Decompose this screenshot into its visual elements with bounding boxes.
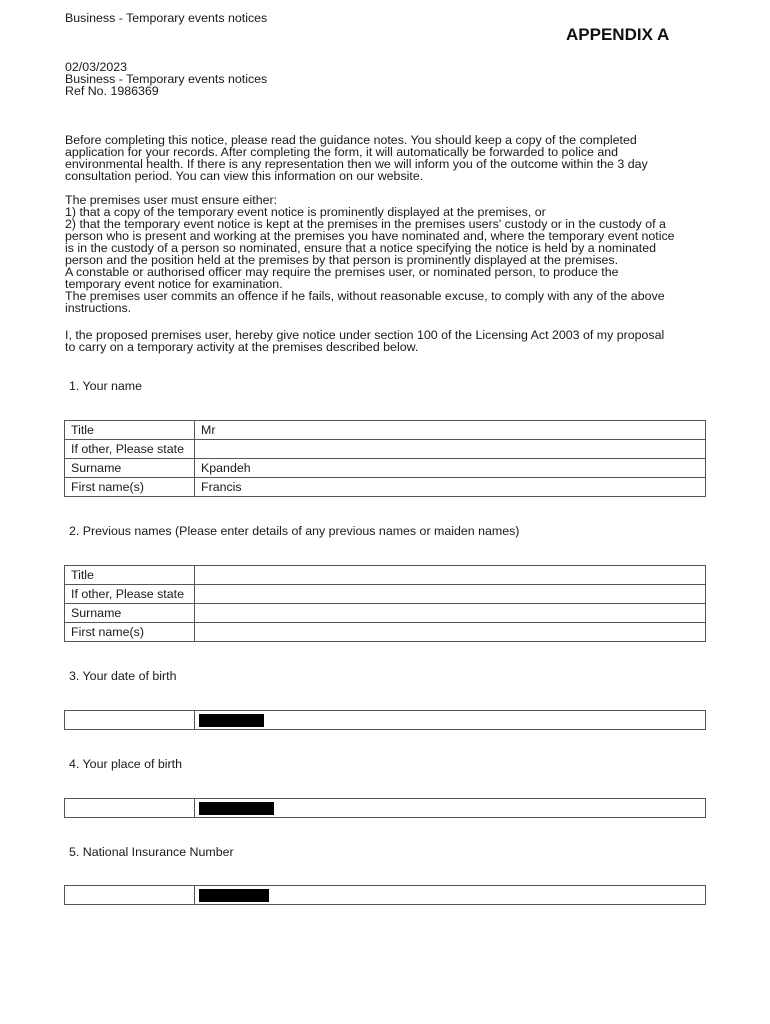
intro-line: Before completing this notice, please read the guidance notes. You should keep a copy of the completed <box>65 133 637 147</box>
table-row <box>65 623 706 642</box>
section-dob-heading: 3. Your date of birth <box>69 669 177 683</box>
dob-table <box>64 710 706 730</box>
instruction-line: is in the custody of a person so nominated, ensure that a notice specifying the notice is held by a nominated <box>65 241 656 255</box>
section-pob-heading: 4. Your place of birth <box>69 757 182 771</box>
section-previous-names-heading: 2. Previous names (Please enter details of any previous names or maiden names) <box>69 524 520 538</box>
section-your-name-heading: 1. Your name <box>69 379 143 393</box>
field-label: Title <box>65 421 195 440</box>
table-row <box>65 459 706 478</box>
redaction-block <box>199 714 264 727</box>
prev-other-title-value[interactable] <box>195 585 706 604</box>
redaction-block <box>199 802 274 815</box>
pob-table <box>64 798 706 818</box>
table-row <box>65 585 706 604</box>
table-row <box>65 421 706 440</box>
field-label: First name(s) <box>65 623 195 642</box>
table-row <box>65 566 706 585</box>
field-label: Title <box>65 566 195 585</box>
redaction-block <box>199 889 269 902</box>
field-label: If other, Please state <box>65 585 195 604</box>
intro-paragraph <box>65 134 725 182</box>
other-title-value[interactable] <box>195 440 706 459</box>
pob-value[interactable] <box>195 799 706 818</box>
prev-first-name-value[interactable] <box>195 623 706 642</box>
intro-line: consultation period. You can view this information on our website. <box>65 169 424 183</box>
title-value[interactable]: Mr <box>195 421 706 440</box>
field-label: First name(s) <box>65 478 195 497</box>
instruction-line: temporary event notice for examination. <box>65 277 283 291</box>
field-label: If other, Please state <box>65 440 195 459</box>
instruction-line: The premises user commits an offence if he fails, without reasonable excuse, to comply with any of the above <box>65 289 665 303</box>
instruction-line: person and the position held at the premises by that person is prominently displayed at the premises. <box>65 253 619 267</box>
section-nin-heading: 5. National Insurance Number <box>69 845 234 859</box>
instruction-line: 1) that a copy of the temporary event notice is prominently displayed at the premises, or <box>65 205 546 219</box>
instruction-line: instructions. <box>65 301 132 315</box>
declaration-paragraph <box>65 329 725 353</box>
field-label <box>65 886 195 905</box>
notice-date: 02/03/2023 <box>65 60 128 74</box>
appendix-label: APPENDIX A <box>566 25 670 44</box>
reference-number: Ref No. 1986369 <box>65 84 159 98</box>
intro-line: application for your records. After completing the form, it will automatically be forwarded to police and <box>65 145 619 159</box>
notice-subtitle: Business - Temporary events notices <box>65 72 268 86</box>
field-label: Surname <box>65 604 195 623</box>
nin-value[interactable] <box>195 886 706 905</box>
document-header: Business - Temporary events notices <box>65 11 268 25</box>
table-row <box>65 886 706 905</box>
table-row <box>65 711 706 730</box>
prev-surname-value[interactable] <box>195 604 706 623</box>
instruction-line: person who is present and working at the premises you have nominated and, where the temporary event notice <box>65 229 675 243</box>
reference-block <box>65 61 267 97</box>
instructions-paragraph <box>65 194 725 314</box>
surname-value[interactable]: Kpandeh <box>195 459 706 478</box>
first-name-value[interactable]: Francis <box>195 478 706 497</box>
nin-table <box>64 885 706 905</box>
field-label <box>65 711 195 730</box>
declaration-line: I, the proposed premises user, hereby give notice under section 100 of the Licensing Act 2003 of my proposal <box>65 328 665 342</box>
field-label: Surname <box>65 459 195 478</box>
intro-line: environmental health. If there is any representation then we will inform you of the outcome within the 3 day <box>65 157 648 171</box>
table-row <box>65 799 706 818</box>
previous-names-table <box>64 565 706 642</box>
dob-value[interactable] <box>195 711 706 730</box>
instruction-line: The premises user must ensure either: <box>65 193 278 207</box>
instruction-line: A constable or authorised officer may require the premises user, or nominated person, to produce the <box>65 265 619 279</box>
your-name-table <box>64 420 706 497</box>
table-row <box>65 440 706 459</box>
table-row <box>65 478 706 497</box>
table-row <box>65 604 706 623</box>
prev-title-value[interactable] <box>195 566 706 585</box>
instruction-line: 2) that the temporary event notice is kept at the premises in the premises users' custody or in the custody of a <box>65 217 666 231</box>
declaration-line: to carry on a temporary activity at the premises described below. <box>65 340 419 354</box>
field-label <box>65 799 195 818</box>
